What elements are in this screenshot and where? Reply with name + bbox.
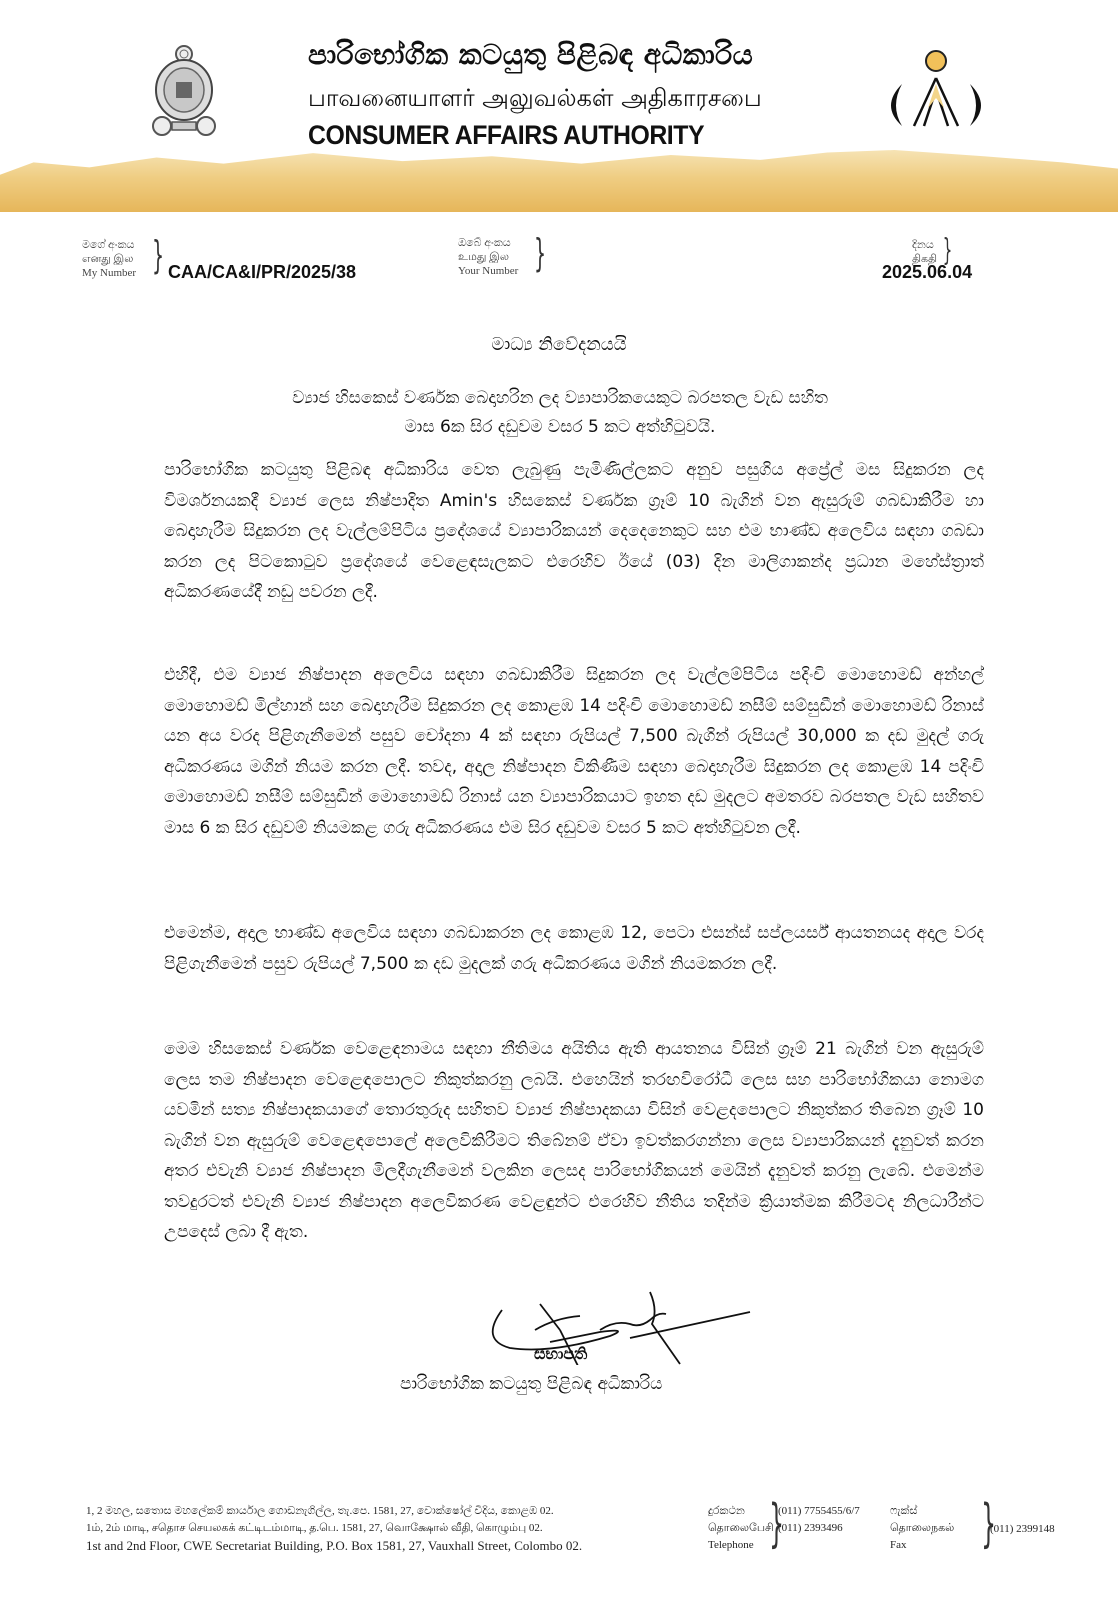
your-number-labels — [458, 236, 518, 278]
address-sinhala: 1, 2 මහල, සතොස මහලේකම් කාර්යාල ගොඩනැගිල්ල, තැ.පෙ. 1581, 27, වොක්ෂෝල් වීදිය, කොළඹ 02. — [86, 1505, 554, 1517]
signatory-organization: පාරිභෝගික කටයුතු පිළිබඳ අධිකාරිය — [400, 1374, 663, 1394]
document-heading: මාධ්‍ය නිවේදනයයි — [491, 334, 627, 355]
subheading-line-1: ව්‍යාජ හිසකෙස් වර්ණක බෙදාහරින ලද ව්‍යාපාරිකයෙකුට බරපතල වැඩ සහිත — [292, 388, 828, 408]
date-value: 2025.06.04 — [882, 262, 973, 282]
paragraph-2: එහිදී, එම ව්‍යාජ නිෂ්පාදන අලෙවිය සඳහා ගබඩාකිරීම සිදුකරන ලද වැල්ලම්පිටිය පදිංචි මොහොමඩ් අන්හල් මොහොමඩ් මිල්හාන් සහ බෙදාහැරීම සිදුකරන ලද කොළඹ 14 පදිංචි මොහොමඩ් නසීම් සම්සුඩීන් මොහොමඩ් රිනාස් යන අය වරද පිළිගැනීමෙන් පසුව චෝදනා 4 ක් සඳහා රුපියල් 7,500 බැගින් රුපියල් 30,000 ක දඩ මුදල් ගරු අධිකරණය මගින් නියම කරන ලදී. තවද, අදාල නිෂ්පාදන විකිණීම සඳහා බෙදාහැරීම සිදුකරන ලද කොළඹ 14 පදිංචි මොහොමඩ් නසීම් සම්සුඩීන් මොහොමඩ් රිනාස් යන ව්‍යාපාරිකයාට ඉහත දඩ මුදලට අමතරව බරපතල වැඩ සහිතව මාස 6 ක සිර දඩුවම් නියමකළ ගරු අධිකරණය එම සිර දඩුවම වසර 5 කට අත්හිටුවන ලදී. — [164, 665, 984, 838]
fax-label-si: ෆැක්ස් — [890, 1505, 918, 1517]
telephone-label-ta: தொலைபேசி — [708, 1522, 774, 1534]
brace-icon: } — [152, 233, 165, 277]
telephone-labels — [708, 1503, 774, 1554]
footer-address — [86, 1503, 676, 1554]
org-name-tamil: பாவனையாளர் அலுவல்கள் அதிகாரசபை — [308, 84, 762, 112]
my-number-labels — [82, 238, 136, 280]
telephone-values — [778, 1503, 860, 1537]
caa-logo-icon — [876, 48, 996, 128]
subheading-line-2: මාස 6ක සිර දඩුවම වසර 5 කට අත්හිටුවයි. — [404, 417, 716, 437]
my-number-label-si: මගේ අංකය — [82, 239, 135, 251]
telephone-label-si: දුරකථන — [708, 1505, 745, 1517]
brace-icon: } — [769, 1494, 784, 1554]
signatory-title: සභාපති — [534, 1344, 588, 1363]
date-label-si: දිනය — [912, 239, 934, 251]
brace-icon: } — [981, 1494, 996, 1554]
org-name-sinhala: පාරිභෝගික කටයුතු පිළිබඳ අධිකාරිය — [308, 38, 754, 71]
your-number-label-en: Your Number — [458, 265, 519, 277]
address-tamil: 1ம், 2ம் மாடி, சதொச செயலகக் கட்டிடம்மாடி, த.பெ. 1581, 27, வொக்ஷோல் வீதி, கொழும்பு 02. — [86, 1522, 543, 1534]
paragraph-4: මෙම හිසකෙස් වර්ණක වෙළෙඳනාමය සඳහා නීතිමය අයිතිය ඇති ආයතනය විසින් ග්‍රෑම් 21 බැගින් වන ඇසුරුම් ලෙස තම නිෂ්පාදන වෙළෙඳපොලට නිකුත්කරනු ලබයි. එහෙයින් තරඟවිරෝධී ලෙස සහ පාරිභෝගිකයා නොමග යවමින් සත්‍ය නිෂ්පාදකයාගේ තොරතුරුද සහිතව ව්‍යාජ නිෂ්පාදකයා විසින් වෙළදපොලට නිකුත්කර තිබෙන ග්‍රෑම් 10 බැගින් වන ඇසුරුම් වෙළෙඳපොලේ අලෙවිකිරීමට තිබේනම් ඒවා ඉවත්කරගන්නා ලෙස ව්‍යාපාරිකයන් දැනුවත් කරන අතර එවැනි ව්‍යාජ නිෂ්පාදන මිලදීගැනීමෙන් වලකින ලෙසද පාරිභෝගිකයන් මෙයින් දැනුවත් කරනු ලැබේ. එමෙන්ම තවදුරටත් එවැනි ව්‍යාජ නිෂ්පාදන අලෙවිකරණ වෙළඳුන්ට එරෙහිව නීතිය තදින්ම ක්‍රියාත්මක කිරීමටද නිලධාරීන්ට උපදෙස් ලබා දී ඇත. — [164, 1039, 984, 1242]
fax-labels — [890, 1503, 954, 1554]
telephone-value-2: (011) 2393496 — [778, 1522, 843, 1534]
address-english: 1st and 2nd Floor, CWE Secretariat Building, P.O. Box 1581, 27, Vauxhall Street, Colombo 02. — [86, 1538, 583, 1553]
your-number-label-si: ඔබේ අංකය — [458, 237, 511, 249]
my-number-label-en: My Number — [82, 267, 137, 279]
org-name-english: CONSUMER AFFAIRS AUTHORITY — [308, 120, 705, 150]
brace-icon: } — [942, 233, 953, 268]
fax-value: (011) 2399148 — [990, 1523, 1055, 1535]
paragraph-1: පාරිභෝගික කටයුතු පිළිබඳ අධිකාරිය වෙත ලැබුණු පැමිණිල්ලකට අනුව පසුගිය අප්‍රේල් මස සිදුකරන ලද විමර්ශනයකදී ව්‍යාජ ලෙස නිෂ්පාදිත Amin's හිසකෙස් වර්ණක ග්‍රෑම් 10 බැගින් වන ඇසුරුම් ගබඩාකිරීම හා බෙදාහැරීම සිදුකරන ලද වැල්ලම්පිටිය ප්‍රදේශයේ ව්‍යාපාරිකයන් දෙදෙනෙකුට සහ එම භාණ්ඩ අලෙවිය සඳහා ගබඩා කරන ලද පිටකොටුව ප්‍රදේශයේ වෙළෙඳසැලකට එරෙහිව ඊයේ (03) දින මාලිගාකන්ද ප්‍රධාන මහේස්ත්‍රාත් අධිකරණයේදී නඩු පවරන ලදී. — [164, 460, 984, 602]
brace-icon: } — [534, 231, 547, 275]
fax-label-en: Fax — [890, 1539, 907, 1551]
signature — [480, 1290, 780, 1365]
my-number-value: CAA/CA&I/PR/2025/38 — [168, 262, 357, 282]
sri-lanka-emblem-icon — [150, 40, 218, 140]
telephone-value-1: (011) 7755455/6/7 — [778, 1505, 860, 1517]
fax-label-ta: தொலைநகல் — [890, 1522, 955, 1534]
paragraph-3: එමෙන්ම, අදාල භාණ්ඩ අලෙවිය සඳහා ගබඩාකරන ලද කොළඹ 12, පෙටා එසන්ස් සප්ලයර්ස් ආයතනයද අදාල වරද පිළිගැනීමෙන් පසුව රුපියල් 7,500 ක දඩ මුදලක් ගරු අධිකරණය මගින් නියමකරන ලදී. — [164, 923, 984, 974]
header-banner — [0, 150, 1118, 212]
telephone-label-en: Telephone — [708, 1539, 754, 1551]
document-subheading — [160, 384, 960, 442]
your-number-label-ta: உமது இல — [458, 251, 509, 263]
date-label-ta: திகதி — [912, 253, 938, 265]
my-number-label-ta: எனது இல — [82, 253, 134, 265]
